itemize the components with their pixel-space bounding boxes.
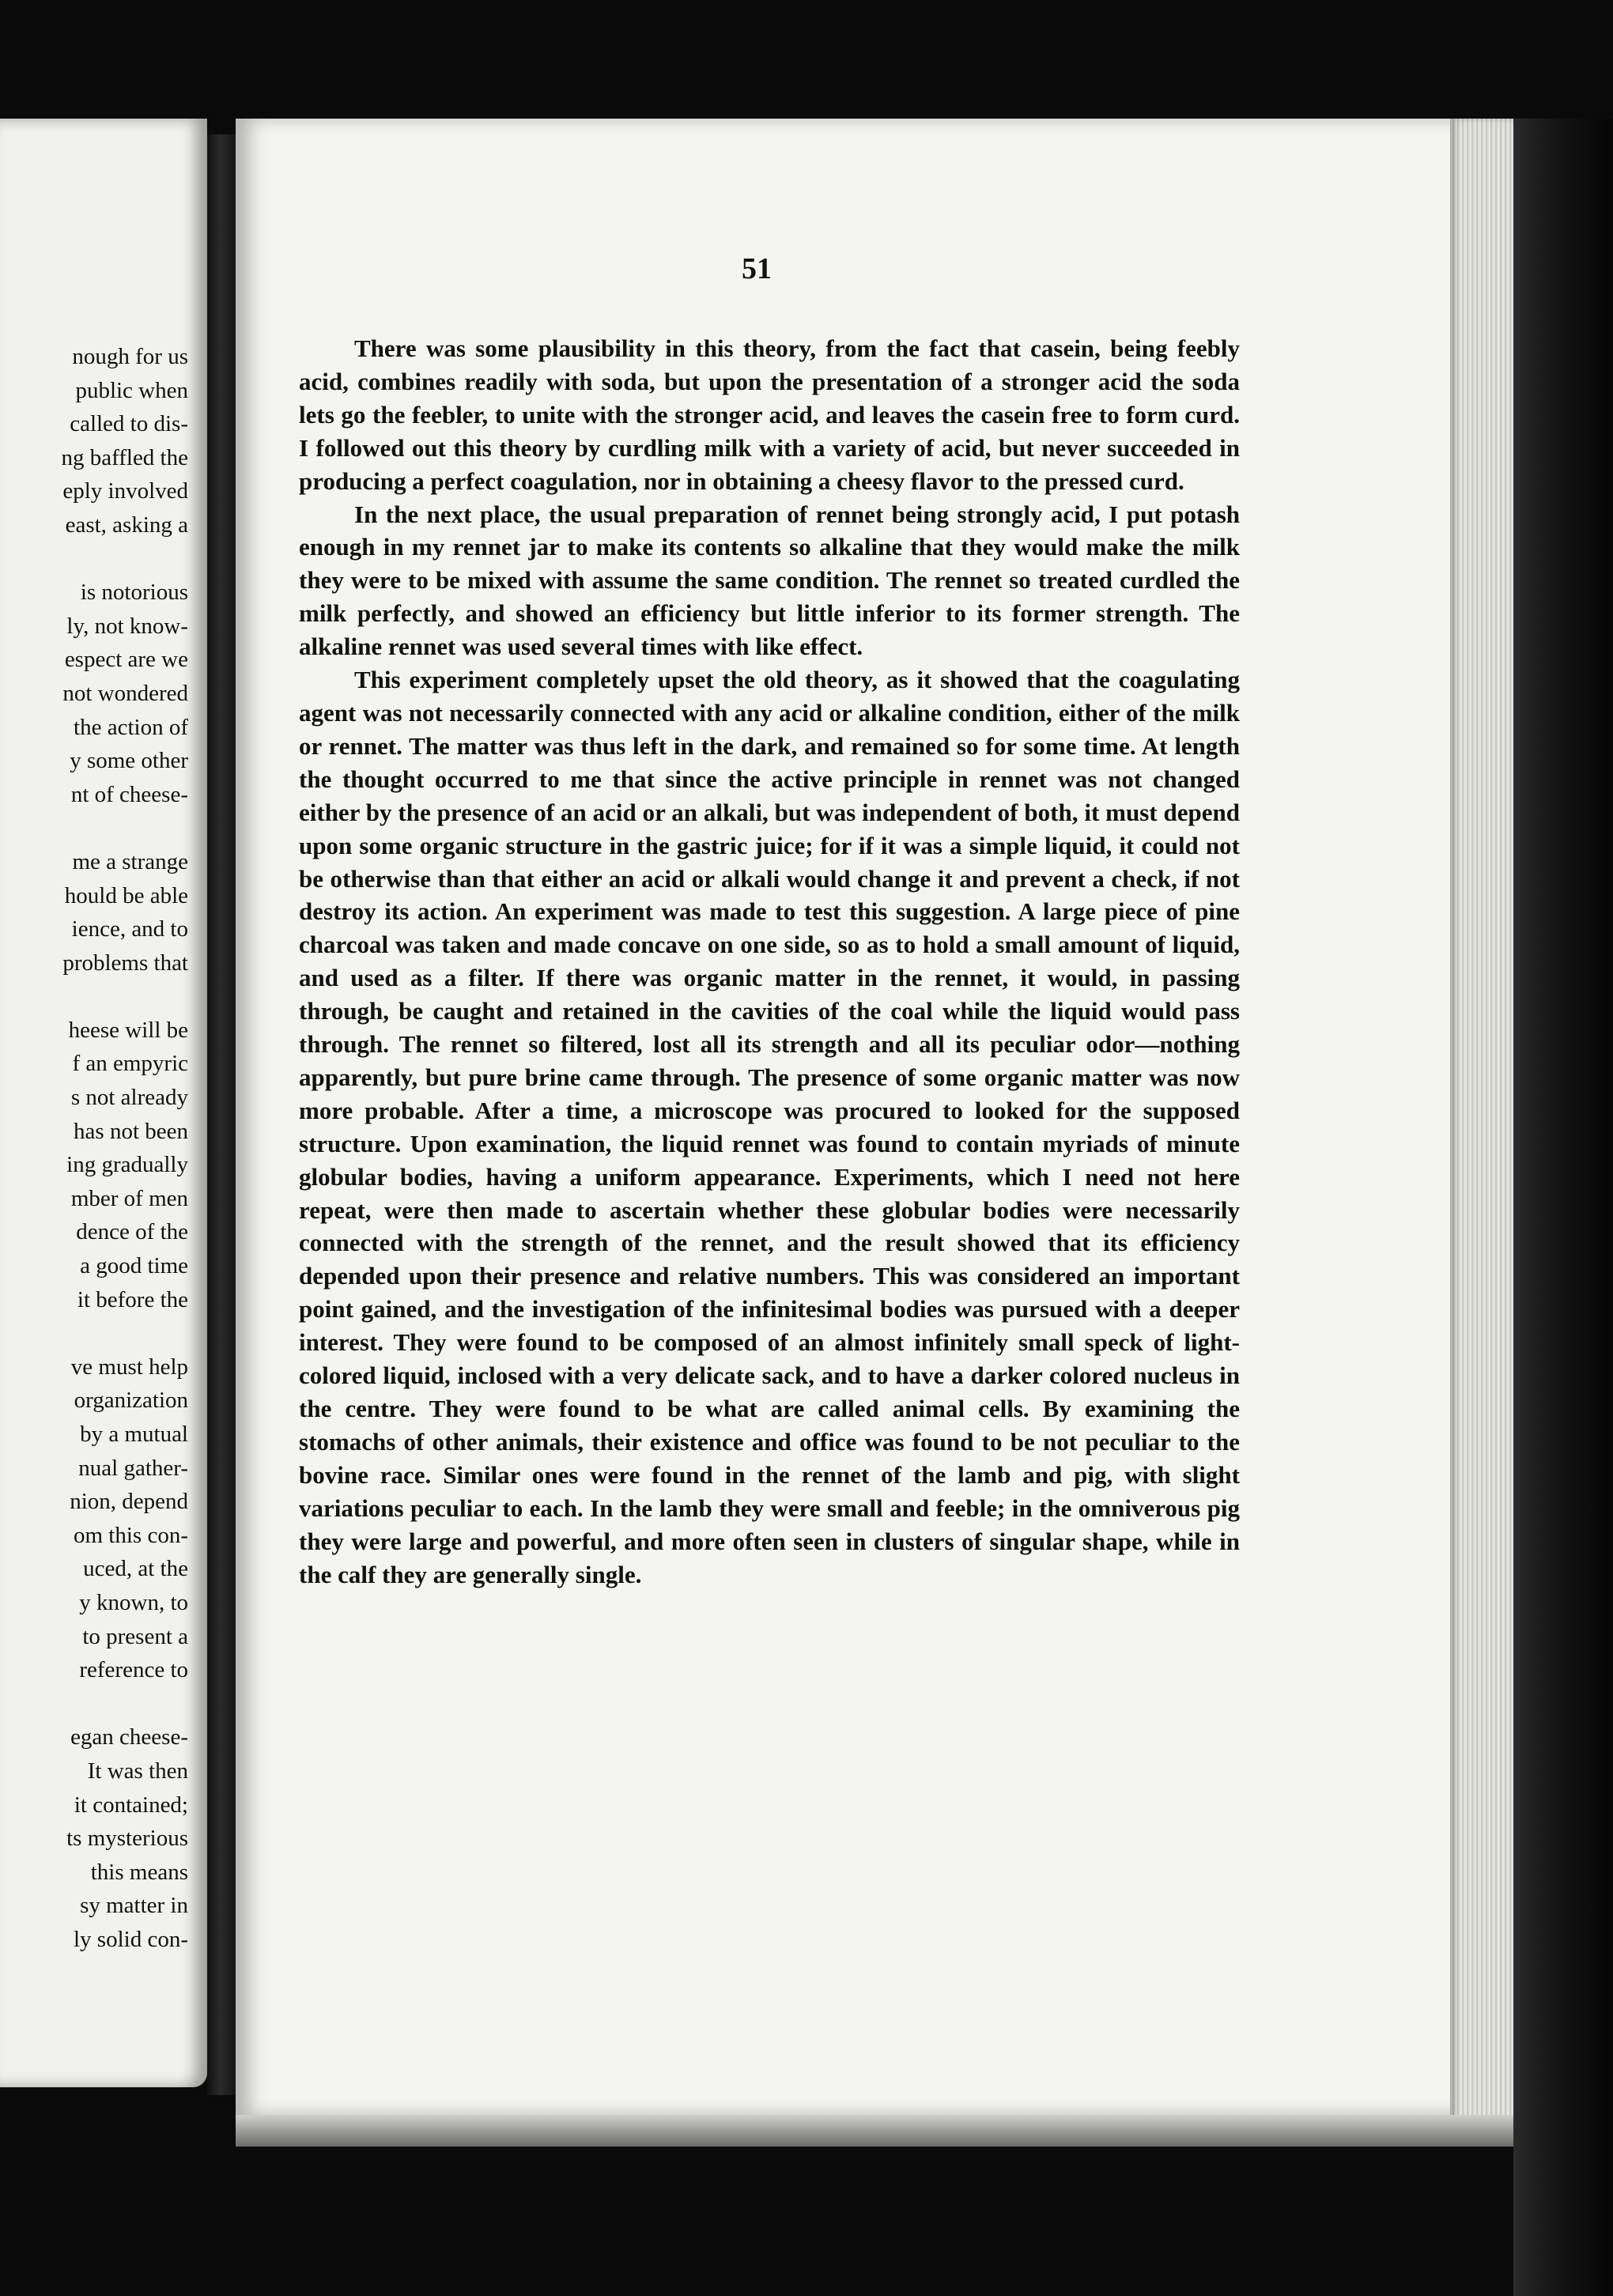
- left-page-line: has not been: [74, 1118, 188, 1144]
- left-page-line: om this con-: [74, 1522, 188, 1548]
- left-page-line: nual gather-: [78, 1455, 188, 1481]
- page-edges: [1450, 119, 1513, 2143]
- left-page-line: It was then: [87, 1758, 188, 1784]
- left-page-line: ly solid con-: [74, 1926, 188, 1952]
- left-page-line: it before the: [77, 1286, 188, 1312]
- left-page-line: s not already: [70, 1085, 188, 1111]
- left-page-line: egan cheese-: [70, 1724, 188, 1750]
- left-page-line: by a mutual: [80, 1422, 188, 1447]
- left-page-line: [0, 980, 188, 1014]
- left-page-line: called to dis-: [70, 411, 188, 437]
- left-page-line: ly, not know-: [66, 613, 188, 639]
- left-page-text: [0, 340, 188, 1957]
- left-page-line: [0, 1687, 188, 1721]
- paragraph: There was some plausibility in this theory, from the fact that casein, being feebly acid, combines readily with soda, but upon the presentation of a stronger acid the soda lets go the feebler, to unite with the stronger acid, and leaves the casein free to form curd. I followed out this theory by curdling milk with a variety of acid, but never succeeded in producing a perfect coagulation, nor in obtaining a cheesy flavor to the pressed curd.: [299, 334, 1240, 495]
- left-page-line: reference to: [79, 1657, 188, 1683]
- left-page-line: ience, and to: [71, 916, 188, 942]
- left-page-line: east, asking a: [65, 512, 188, 538]
- left-page-line: y known, to: [79, 1589, 188, 1615]
- left-page-line: it contained;: [74, 1792, 188, 1818]
- left-page-line: [0, 542, 188, 576]
- left-page-line: is notorious: [80, 580, 188, 606]
- left-page-line: ing gradually: [66, 1152, 188, 1178]
- left-page-line: ve must help: [70, 1354, 188, 1380]
- paragraph: This experiment completely upset the old theory, as it showed that the coagulating agent was not necessarily connected with any acid or alkaline condition, either of the milk or rennet. The matter was thus left in the dark, and remained so for some time. At length the thought occurred to me that since the active principle in rennet was not changed either by the presence of an acid or an alkali, but was independent of both, it must depend upon some organic structure in the gastric juice; for if it was a simple liquid, it could not be otherwise than that either an acid or alkali would change it and prevent a check, if not destroy its action. An experiment was made to test this suggestion. A large piece of pine charcoal was taken and made concave on one side, so as to hold a small amount of liquid, and used as a filter. If there was organic matter in the rennet, it would, in passing through, be caught and retained in the cavities of the coal while the liquid would pass through. The rennet so filtered, lost all its strength and all its peculiar odor—nothing apparently, but pure brine came through. The presence of some organic matter was now more probable. After a time, a microscope was procured to looked for the supposed structure. Upon examination, the liquid rennet was found to contain myriads of minute globular bodies, having a uniform appearance. Experiments, which I need not here repeat, were then made to ascertain whether these globular bodies were necessarily connected with the strength of the rennet, and the result showed that its efficiency depended upon their presence and relative numbers. This was considered an important point gained, and the investigation of the infinitesimal bodies was pursued with a deeper interest. They were found to be composed of an almost infinitely small speck of light-colored liquid, inclosed with a very delicate sack, and to have a darker colored nucleus in the centre. They were found to be what are called animal cells. By examining the stomachs of other animals, their existence and office was found to be not peculiar to the bovine race. Similar ones were found in the rennet of the lamb and pig, with slight variations peculiar to each. In the lamb they were small and feeble; in the omniverous pig they were large and powerful, and more often seen in clusters of singular shape, while in the calf they are generally single.: [299, 666, 1240, 1588]
- left-page-line: y some other: [70, 748, 188, 774]
- left-page-line: mber of men: [70, 1185, 188, 1211]
- left-page-line: nt of cheese-: [70, 781, 188, 807]
- left-page-line: ng baffled the: [61, 444, 188, 470]
- left-page-line: public when: [75, 377, 188, 403]
- left-page-line: this means: [90, 1859, 188, 1885]
- left-page-line: espect are we: [64, 647, 188, 673]
- left-page-line: heese will be: [68, 1017, 188, 1043]
- left-page-fragment: [0, 119, 207, 2087]
- left-page-line: f an empyric: [72, 1051, 188, 1077]
- left-page-line: nion, depend: [70, 1489, 188, 1515]
- book-cover: [1513, 119, 1613, 2296]
- left-page-line: [0, 811, 188, 845]
- left-page-line: me a strange: [72, 848, 188, 874]
- left-page-line: a good time: [80, 1253, 188, 1279]
- left-page-line: the action of: [74, 714, 188, 740]
- left-page-line: hould be able: [64, 882, 188, 908]
- paragraph: In the next place, the usual preparation of rennet being strongly acid, I put potash enough in my rennet jar to make its contents so alkaline that they would make the milk they were to be mixed with assume the same condition. The rennet so treated curdled the milk perfectly, and showed an efficiency but little inferior to its former strength. The alkaline rennet was used several times with like effect.: [299, 500, 1240, 661]
- left-page-line: nough for us: [72, 344, 188, 369]
- left-page-line: dence of the: [76, 1219, 188, 1245]
- left-page-line: [0, 1316, 188, 1350]
- left-page-line: eply involved: [62, 478, 188, 504]
- page-bottom-edge: [236, 2115, 1513, 2147]
- left-page-line: not wondered: [62, 680, 188, 706]
- left-page-line: sy matter in: [80, 1893, 188, 1919]
- page-number: 51: [742, 252, 772, 285]
- book-gutter: [207, 134, 239, 2095]
- left-page-line: organization: [74, 1388, 188, 1414]
- left-page-line: ts mysterious: [66, 1826, 188, 1852]
- left-page-line: problems that: [62, 950, 188, 976]
- left-page-line: uced, at the: [83, 1556, 188, 1582]
- page-body-text: [299, 332, 1240, 1591]
- left-page-line: to present a: [82, 1623, 188, 1649]
